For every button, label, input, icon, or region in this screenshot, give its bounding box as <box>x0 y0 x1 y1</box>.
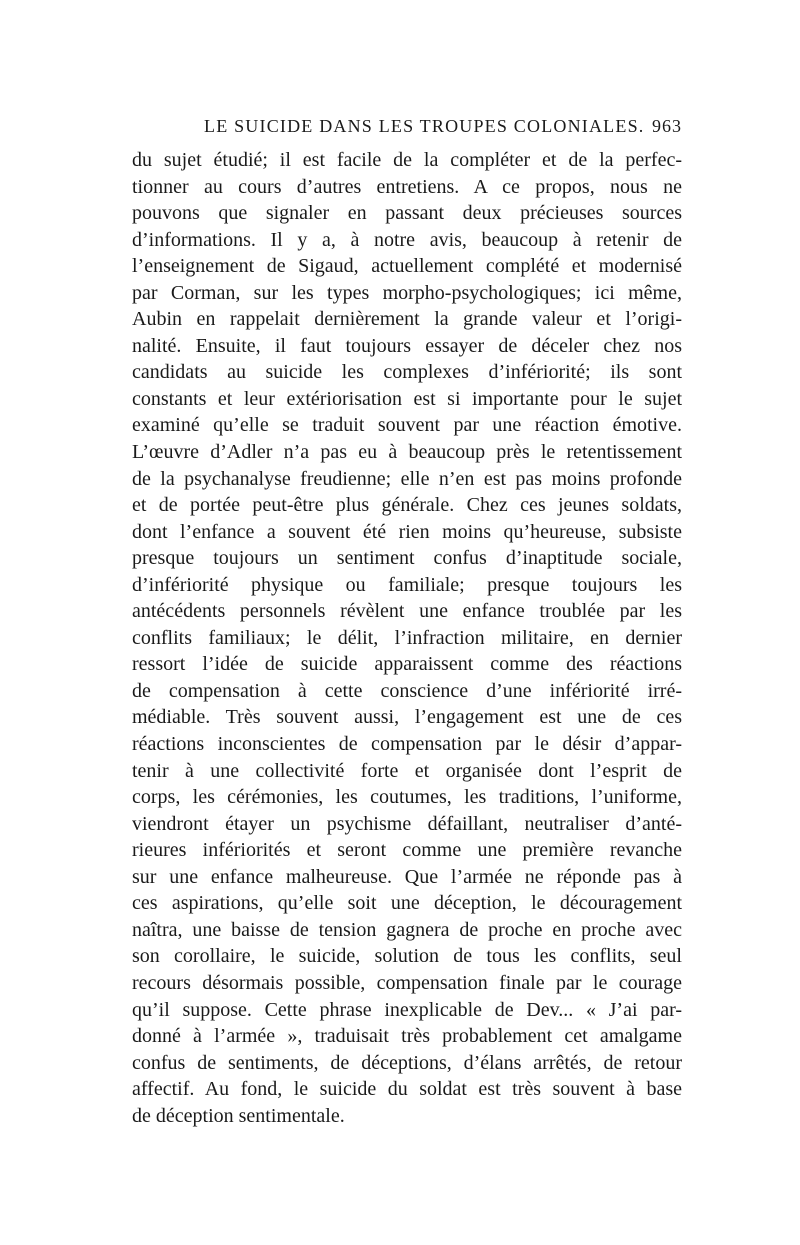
text-line: dont l’enfance a souvent été rien moins qu’heureuse, subsiste <box>132 520 682 543</box>
running-head <box>132 116 682 144</box>
text-line: réactions inconscientes de compensation par le désir d’appar- <box>132 733 682 756</box>
body-paragraph <box>132 147 682 1129</box>
text-line: ces aspirations, qu’elle soit une déception, le découragement <box>132 892 682 915</box>
text-line: presque toujours un sentiment confus d’inaptitude sociale, <box>132 547 682 570</box>
text-line: corps, les cérémonies, les coutumes, les traditions, l’uniforme, <box>132 786 682 809</box>
text-line: médiable. Très souvent aussi, l’engagement est une de ces <box>132 706 682 729</box>
text-line: examiné qu’elle se traduit souvent par une réaction émotive. <box>132 414 682 437</box>
text-line: candidats au suicide les complexes d’infériorité; ils sont <box>132 361 682 384</box>
text-line: sur une enfance malheureuse. Que l’armée ne réponde pas à <box>132 865 682 888</box>
text-line: et de portée peut-être plus générale. Chez ces jeunes soldats, <box>132 494 682 517</box>
text-line: l’enseignement de Sigaud, actuellement complété et modernisé <box>132 255 682 278</box>
text-line: donné à l’armée », traduisait très probablement cet amalgame <box>132 1025 682 1048</box>
text-line: affectif. Au fond, le suicide du soldat est très souvent à base <box>132 1078 682 1101</box>
text-line: antécédents personnels révèlent une enfance troublée par les <box>132 600 682 623</box>
text-line: L’œuvre d’Adler n’a pas eu à beaucoup près le retentissement <box>132 441 682 464</box>
page-number: 963 <box>652 116 682 136</box>
text-line: viendront étayer un psychisme défaillant, neutraliser d’anté- <box>132 812 682 835</box>
text-line-last: de déception sentimentale. <box>132 1104 345 1127</box>
text-line: naîtra, une baisse de tension gagnera de proche en proche avec <box>132 918 682 941</box>
text-line: conflits familiaux; le délit, l’infraction militaire, en dernier <box>132 626 682 649</box>
text-line: tionner au cours d’autres entretiens. A ce propos, nous ne <box>132 175 682 198</box>
text-line: de compensation à cette conscience d’une infériorité irré- <box>132 679 682 702</box>
text-line: par Corman, sur les types morpho-psychologiques; ici même, <box>132 281 682 304</box>
text-line: nalité. Ensuite, il faut toujours essayer de déceler chez nos <box>132 334 682 357</box>
text-line: pouvons que signaler en passant deux précieuses sources <box>132 202 682 225</box>
text-line: ressort l’idée de suicide apparaissent comme des réactions <box>132 653 682 676</box>
text-line: d’infériorité physique ou familiale; presque toujours les <box>132 573 682 596</box>
text-line: confus de sentiments, de déceptions, d’élans arrêtés, de retour <box>132 1051 682 1074</box>
running-title: LE SUICIDE DANS LES TROUPES COLONIALES. <box>204 116 645 136</box>
text-line: tenir à une collectivité forte et organisée dont l’esprit de <box>132 759 682 782</box>
text-line: du sujet étudié; il est facile de la compléter et de la perfec- <box>132 149 682 171</box>
text-line: constants et leur extériorisation est si importante pour le sujet <box>132 387 682 410</box>
text-line: rieures infériorités et seront comme une première revanche <box>132 839 682 862</box>
text-line: Aubin en rappelait dernièrement la grande valeur et l’origi- <box>132 308 682 331</box>
text-line: recours désormais possible, compensation finale par le courage <box>132 971 682 994</box>
text-line: qu’il suppose. Cette phrase inexplicable de Dev... « J’ai par- <box>132 998 682 1021</box>
text-line: son corollaire, le suicide, solution de tous les conflits, seul <box>132 945 682 968</box>
text-line: de la psychanalyse freudienne; elle n’en est pas moins profonde <box>132 467 682 490</box>
text-line: d’informations. Il y a, à notre avis, beaucoup à retenir de <box>132 228 682 251</box>
